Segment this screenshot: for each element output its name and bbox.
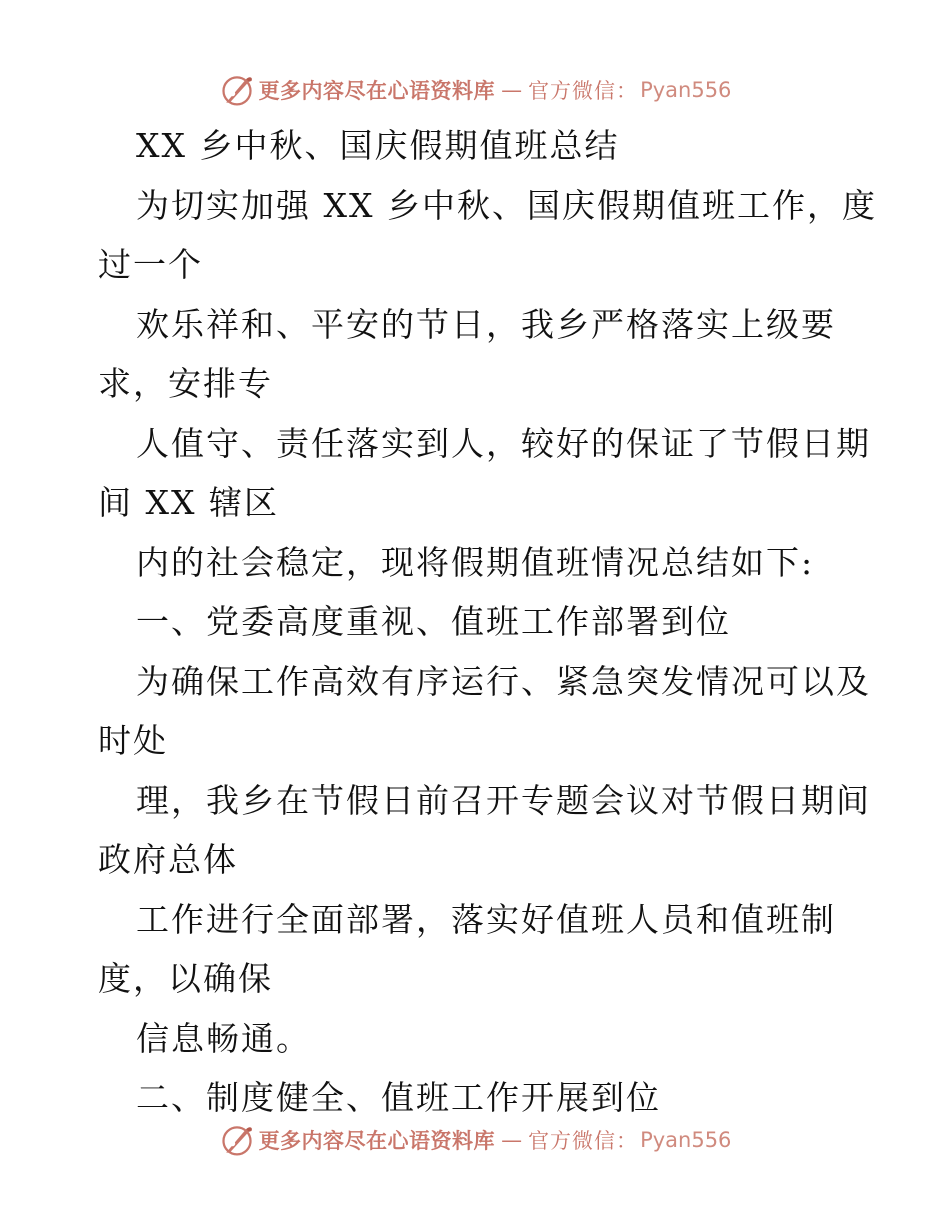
doc-line: 理，我乡在节假日前召开专题会议对节假日期间 (136, 780, 871, 820)
doc-line: 信息畅通。 (136, 1018, 311, 1058)
quill-logo-icon (219, 72, 255, 108)
doc-line: 度，以确保 (98, 959, 273, 998)
doc-line: 间 XX 辖区 (98, 483, 279, 522)
watermark-id: Pyan556 (640, 78, 732, 102)
doc-line: 内的社会稳定，现将假期值班情况总结如下: (136, 542, 815, 582)
doc-line: 工作进行全面部署，落实好值班人员和值班制 (136, 899, 836, 939)
watermark-label: 官方微信： (528, 79, 639, 103)
doc-line: 为切实加强 XX 乡中秋、国庆假期值班工作，度 (136, 185, 877, 225)
section-heading: 二、制度健全、值班工作开展到位 (136, 1078, 661, 1117)
watermark-separator: — (501, 78, 523, 102)
document-body (98, 116, 877, 1128)
header-watermark (0, 68, 950, 112)
doc-line: 过一个 (98, 245, 203, 284)
doc-line: 政府总体 (98, 840, 238, 879)
doc-line: 时处 (98, 721, 168, 760)
doc-line: 求，安排专 (98, 364, 273, 403)
footer-watermark (0, 1118, 950, 1162)
doc-line: 欢乐祥和、平安的节日，我乡严格落实上级要 (136, 304, 836, 344)
watermark-separator: — (501, 1128, 523, 1152)
doc-title: XX 乡中秋、国庆假期值班总结 (136, 126, 620, 165)
doc-line: 为确保工作高效有序运行、紧急突发情况可以及 (136, 661, 871, 701)
quill-logo-icon (219, 1122, 255, 1158)
watermark-id: Pyan556 (640, 1128, 732, 1152)
watermark-text: 更多内容尽在心语资料库 (258, 1129, 496, 1153)
section-heading: 一、党委高度重视、值班工作部署到位 (136, 602, 731, 641)
doc-line: 人值守、责任落实到人，较好的保证了节假日期 (136, 423, 871, 463)
watermark-label: 官方微信： (528, 1129, 639, 1153)
watermark-text: 更多内容尽在心语资料库 (258, 79, 496, 103)
